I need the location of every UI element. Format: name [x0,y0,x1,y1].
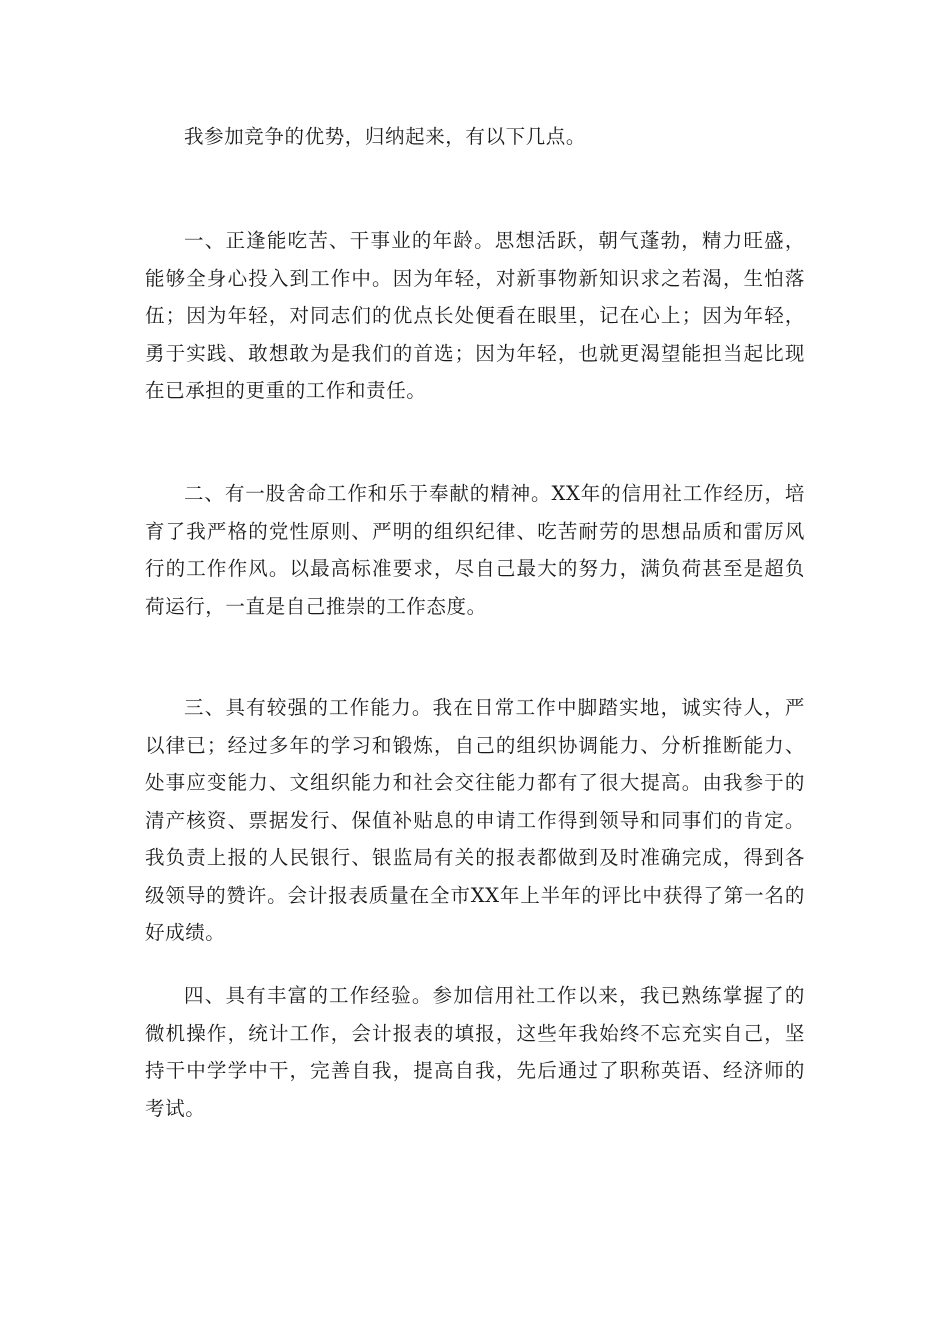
point-three-paragraph: 三、具有较强的工作能力。我在日常工作中脚踏实地，诚实待人，严以律已；经过多年的学习和锻炼，自己的组织协调能力、分析推断能力、处事应变能力、文组织能力和社会交往能力都有了很大提高。由我参于的清产核资、票据发行、保值补贴息的申请工作得到领导和同事们的肯定。我负责上报的人民银行、银监局有关的报表都做到及时准确完成，得到各级领导的赞许。会计报表质量在全市XX年上半年的评比中获得了第一名的好成绩。 [145,696,805,944]
intro-paragraph: 我参加竞争的优势，归纳起来，有以下几点。 [184,125,587,148]
point-one-paragraph: 一、正逢能吃苦、干事业的年龄。思想活跃，朝气蓬勃，精力旺盛，能够全身心投入到工作中。因为年轻，对新事物新知识求之若渴，生怕落伍；因为年轻，对同志们的优点长处便看在眼里，记在心上；因为年轻，勇于实践、敢想敢为是我们的首选；因为年轻，也就更渴望能担当起比现在已承担的更重的工作和责任。 [145,229,805,402]
point-two-paragraph: 二、有一股舍命工作和乐于奉献的精神。XX年的信用社工作经历，培育了我严格的党性原则、严明的组织纪律、吃苦耐劳的思想品质和雷厉风行的工作作风。以最高标准要求，尽自己最大的努力，满负荷甚至是超负荷运行，一直是自己推崇的工作态度。 [145,482,805,618]
point-four-paragraph: 四、具有丰富的工作经验。参加信用社工作以来，我已熟练掌握了的微机操作，统计工作，会计报表的填报，这些年我始终不忘充实自己，坚持干中学学中干，完善自我，提高自我，先后通过了职称英语、经济师的考试。 [145,984,805,1120]
